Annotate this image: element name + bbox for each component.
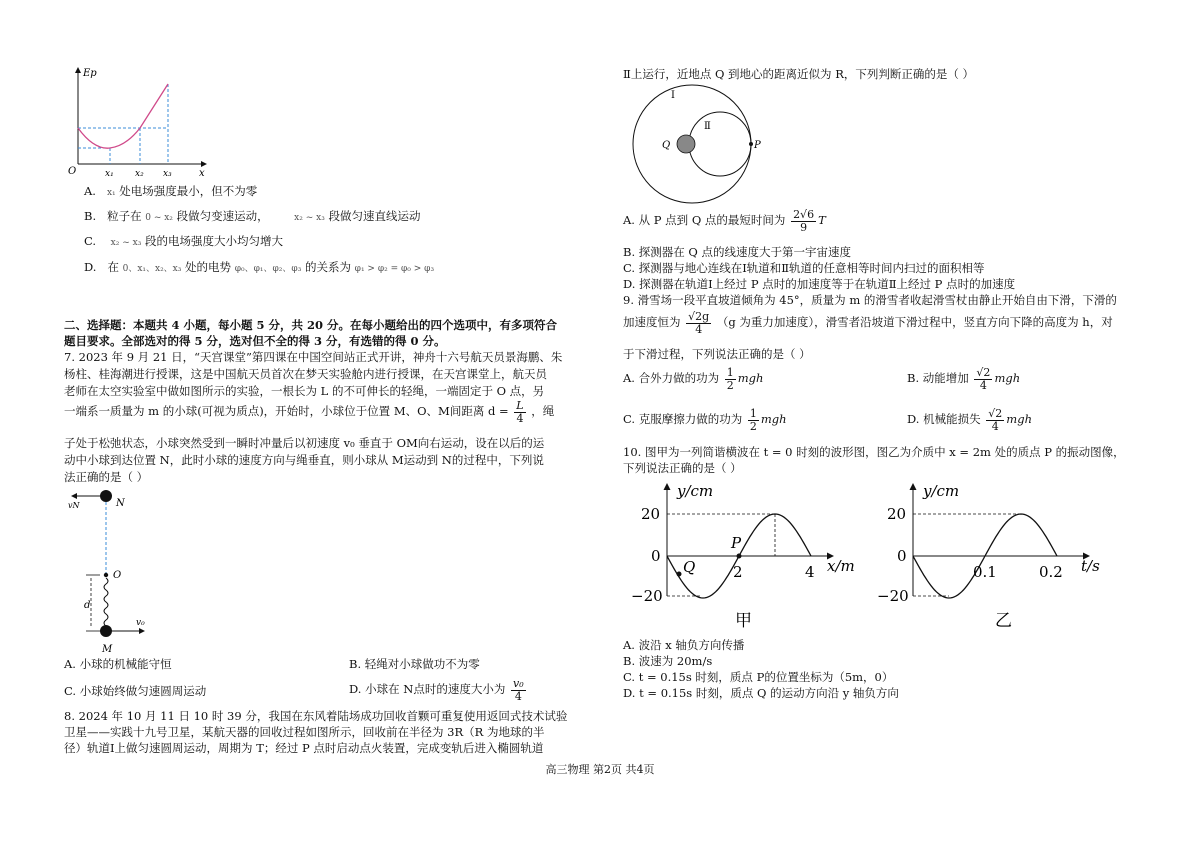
q6-option-a [84,184,257,200]
q8-a-T: T [818,213,826,228]
fig8-Q: Q [662,140,671,151]
q8-line2: 卫星——实践十九号卫星，某航天器的回收过程如图所示，回收前在半径为 3R（R 为地球的半 [64,725,545,739]
q8-option-a [623,209,826,233]
q10-option-c: C. t = 0.15s 时刻，质点 P的位置坐标为（5m，0） [623,670,894,684]
q9-b-den: 4 [979,378,987,392]
q9-d-text: D. 机械能损失 [907,412,981,427]
q6-b-a: 粒子在 [107,209,142,223]
q6-d-a: 在 [107,260,119,274]
q6-d-c: 的关系为 [304,260,351,274]
vibration-graph-yi [877,478,1107,633]
q9-d-mgh: mgh [1006,412,1032,427]
graph-x3: x₃ [163,169,172,179]
q9-line3: 于下滑过程，下列说法正确的是（ ） [623,347,811,361]
q8-option-d: D. 探测器在轨道Ⅰ上经过 P 点时的加速度等于在轨道Ⅱ上经过 P 点时的加速度 [623,277,1016,291]
q7-option-a: A. 小球的机械能守恒 [64,657,172,671]
graph-xaxis: x [199,168,205,179]
q6-d-pts: 0、x₁、x₂、x₃ [122,264,182,274]
q8-a-text: A. 从 P 点到 Q 点的最短时间为 [623,213,786,228]
q8-option-c: C. 探测器与地心连线在Ⅰ轨道和Ⅱ轨道的任意相等时间内扫过的面积相等 [623,261,985,275]
q9-option-a [623,367,763,391]
q9-d-num: √2 [988,407,1003,420]
q7-d-num: L [516,399,524,412]
graph-origin: O [68,166,77,177]
q8-line1: 8. 2024 年 10 月 11 日 10 时 39 分，我国在东风着陆场成功回收首颗可重复使用返回式技术试验 [64,709,568,723]
q6-a-rest: 处电场强度最小，但不为零 [119,184,258,198]
q7-option-c: C. 小球始终做匀速圆周运动 [64,684,207,698]
jia-y0: 0 [651,547,661,565]
q9-d-den: 4 [991,419,999,433]
fig7-vN: vN [68,501,80,510]
q6-b-b: 段做匀变速运动， [176,209,269,223]
q7-d-speed-fraction [511,678,526,702]
q7-line2: 杨柱、桂海潮进行授课，这是中国航天员首次在梦天实验舱内进行授课，在天宫课堂上，航天员 [64,367,547,381]
q9-option-b [907,367,1020,391]
yi-ylabel: y/cm [923,482,960,500]
q8-option-b: B. 探测器在 Q 点的线速度大于第一宇宙速度 [623,245,851,259]
q8-a-num: 2√6 [793,208,815,221]
q10-option-d: D. t = 0.15s 时刻，质点 Q 的运动方向沿 y 轴负方向 [623,686,899,700]
q9-b-text: B. 动能增加 [907,371,969,386]
q9-accel-den: 4 [695,322,703,336]
graph-x1: x₁ [105,169,114,179]
q6-d-b: 处的电势 [185,260,232,274]
q9-b-fraction [974,367,992,391]
q9-b-num: √2 [976,366,991,379]
q9-a-fraction [725,367,736,391]
q7-line5: 子处于松弛状态，小球突然受到一瞬时冲量后以初速度 v₀ 垂直于 OM向右运动，设在以后的运 [64,436,545,450]
q10-line2: 下列说法正确的是（ ） [623,461,742,475]
q10-option-b: B. 波速为 20m/s [623,654,713,668]
q7-rope-ball-figure [64,486,174,656]
q7-d-text: D. 小球在 N点时的速度大小为 [349,682,506,697]
q6-b-r2: x₂ ~ x₃ [294,213,325,223]
yi-xlabel: t/s [1081,557,1100,575]
q6-d-rel: φ₁ > φ₂ = φ₀ > φ₃ [354,264,435,274]
q9-c-den: 2 [749,419,757,433]
q10-option-a: A. 波沿 x 轴负方向传播 [623,638,745,652]
q6-b-letter: B. [84,209,97,223]
fig7-O: O [113,570,122,581]
q7-d-speed-num: v₀ [513,677,524,690]
q9-c-num: 1 [749,407,757,420]
q7-d-den: 4 [516,411,524,425]
q9-line2-text: 加速度恒为 [623,315,681,330]
q9-line2-tail: （g 为重力加速度），滑雪者沿坡道下滑过程中，竖直方向下降的高度为 h，对 [716,315,1113,330]
q10-line1: 10. 图甲为一列简谐横波在 t = 0 时刻的波形图，图乙为介质中 x = 2m 处的质点 P 的振动图像， [623,445,1125,459]
jia-P: P [731,534,742,552]
section2-line1: 二、选择题：本题共 4 小题，每小题 5 分，共 20 分。在每小题给出的四个选项中，有多项符合 [64,318,558,332]
q6-d-letter: D. [84,260,97,274]
q7-line4 [64,400,554,424]
yi-y0: 0 [897,547,907,565]
q7-option-b: B. 轻绳对小球做功不为零 [349,657,480,671]
q9-accel-num: √2g [688,310,710,323]
q9-a-num: 1 [726,366,734,379]
q7-line1: 7. 2023 年 9 月 21 日，“天宫课堂”第四课在中国空间站正式开讲，神舟十六号航天员景海鹏、朱 [64,350,563,364]
page-footer: 高三物理 第2页 共4页 [545,763,655,776]
yi-y20: 20 [887,505,907,523]
q9-option-c [623,408,787,432]
q7-line7: 法正确的是（ ） [64,470,149,484]
fig7-M: M [102,644,113,655]
q9-c-mgh: mgh [760,412,787,427]
q9-a-mgh: mgh [737,371,764,386]
jia-caption: 甲 [735,611,752,631]
q9-a-den: 2 [726,378,734,392]
fig7-v0: v₀ [136,618,145,628]
q6-option-c [84,234,283,250]
q8-a-den: 9 [800,220,808,234]
q8-a-fraction [791,209,816,233]
q6-c-r: x₂ ~ x₃ [110,238,142,248]
q6-d-phis: φ₀、φ₁、φ₂、φ₃ [234,264,302,274]
q8-orbit-figure [627,84,767,214]
q9-a-text: A. 合外力做的功为 [623,371,720,386]
q9-accel-fraction [686,311,711,335]
jia-x2: 2 [733,563,743,581]
yi-ym20: −20 [877,587,909,605]
q6-c-rest: 段的电场强度大小均匀增大 [144,234,283,248]
q9-option-d [907,408,1032,432]
fig8-P: P [754,140,761,151]
q9-line1: 9. 滑雪场一段平直坡道倾角为 45°，质量为 m 的滑雪者收起滑雪杖由静止开始自由下滑，下滑的 [623,293,1117,307]
q9-c-fraction [748,408,759,432]
q7-line6: 动中小球到达位置 N，此时小球的速度方向与绳垂直，则小球从 M运动到 N的过程中，下列说 [64,453,544,467]
fig8-orbit-II: Ⅱ [704,121,711,132]
q7-line4-tail: ，绳 [531,404,555,419]
section2-line2: 题目要求。全部选对的得 5 分，选对但不全的得 3 分，有选错的得 0 分。 [64,334,446,348]
fig7-d: d [84,600,91,611]
jia-x4: 4 [805,563,815,581]
yi-t1: 0.1 [973,563,997,581]
fig8-orbit-I: Ⅰ [671,90,675,101]
q6-c-letter: C. [84,234,97,248]
fig7-N: N [116,498,125,509]
q6-a-x: x₁ [106,188,116,198]
jia-xlabel: x/m [827,557,855,575]
q8-line4: Ⅱ上运行，近地点 Q 到地心的距离近似为 R，下列判断正确的是（ ） [623,67,975,81]
q6-option-b [84,209,420,225]
yi-caption: 乙 [995,611,1012,631]
q7-d-speed-den: 4 [514,689,522,703]
q6-b-r1: 0 ~ x₂ [145,213,173,223]
q7-line3: 老师在太空实验室中做如图所示的实验，一根长为 L 的不可伸长的轻绳，一端固定于 O 点，另 [64,384,545,398]
jia-ylabel: y/cm [677,482,714,500]
jia-Q: Q [683,558,696,576]
q9-c-text: C. 克服摩擦力做的功为 [623,412,743,427]
q6-a-letter: A. [84,184,96,198]
q9-line2 [623,311,1113,335]
wave-graph-jia [625,478,855,633]
graph-ylabel: Ep [83,68,97,79]
jia-ym20: −20 [631,587,663,605]
q6-b-c: 段做匀速直线运动 [328,209,421,223]
q6-option-d [84,260,434,276]
q8-line3: 径）轨道Ⅰ上做匀速圆周运动，周期为 T；经过 P 点时启动点火装置，完成变轨后进入椭圆轨道 [64,741,544,755]
yi-t2: 0.2 [1039,563,1063,581]
q9-b-mgh: mgh [994,371,1021,386]
q7-option-d [349,678,528,702]
graph-x2: x₂ [135,169,144,179]
potential-energy-graph [68,64,218,182]
q7-d-fraction [514,400,525,424]
q9-d-fraction [986,408,1004,432]
q7-line4-text: 一端系一质量为 m 的小球(可视为质点)，开始时，小球位于位置 M、O、M间距离 d = [64,404,509,419]
jia-y20: 20 [641,505,661,523]
